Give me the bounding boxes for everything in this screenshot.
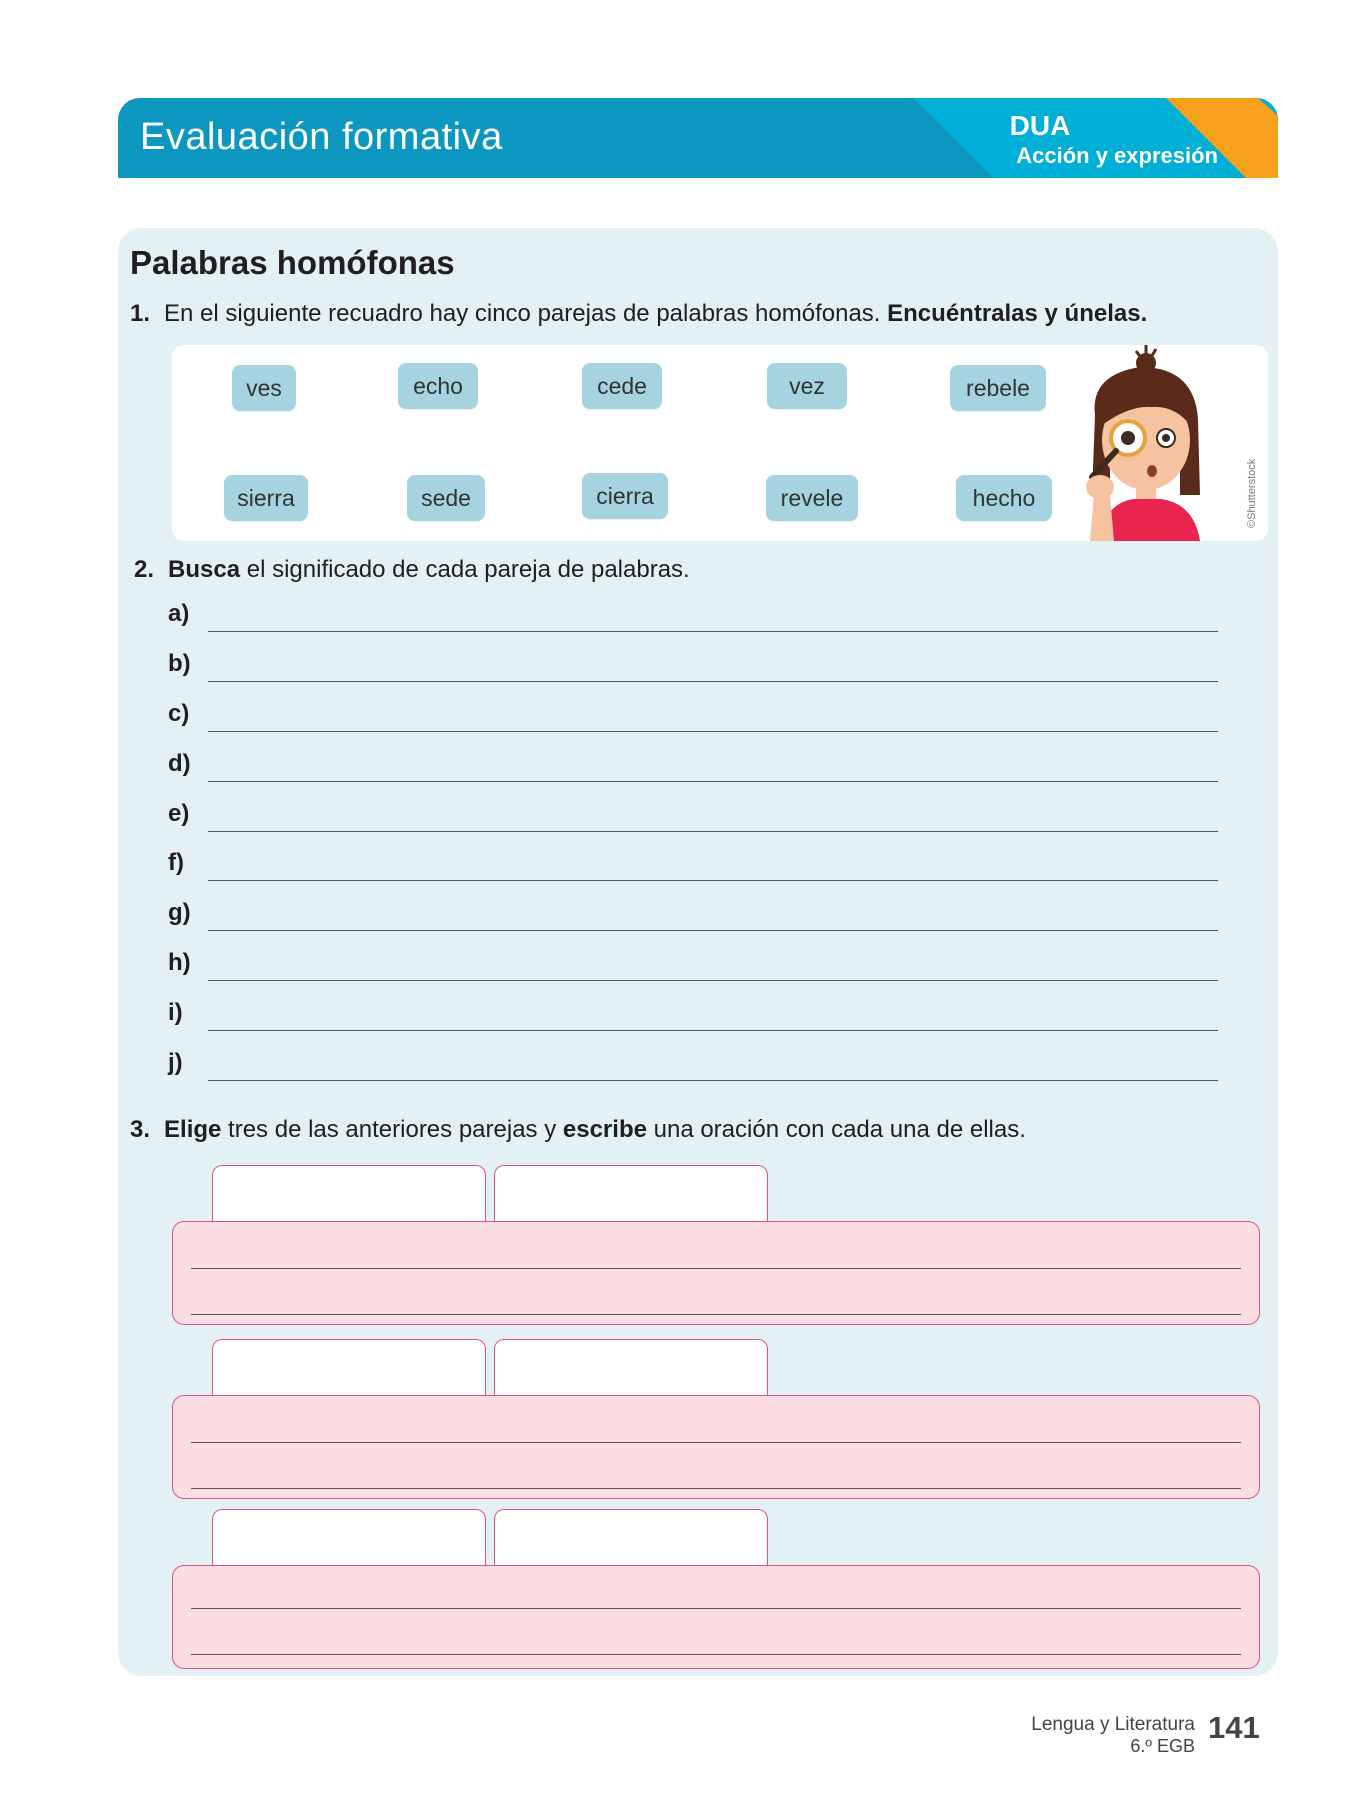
question-3 [130, 1116, 1026, 1144]
answer-row [168, 750, 1218, 790]
question-1-text: En el siguiente recuadro hay cinco parejas de palabras homófonas. [164, 300, 881, 327]
question-3-text-2: una oración con cada una de ellas. [653, 1116, 1026, 1143]
answer-line[interactable] [208, 831, 1218, 832]
answer-row [168, 800, 1218, 840]
dua-subtitle: Acción y expresión [1016, 143, 1218, 168]
answer-letter: a) [168, 600, 190, 627]
writing-line [191, 1268, 1241, 1269]
answer-line[interactable] [208, 631, 1218, 632]
sentence-card [172, 1339, 1262, 1499]
writing-line [191, 1442, 1241, 1443]
question-1-number: 1. [130, 300, 151, 327]
sentence-card [172, 1509, 1262, 1669]
answer-row [168, 600, 1218, 640]
word-chip[interactable]: vez [767, 363, 847, 409]
word-pair-field-2[interactable] [494, 1165, 768, 1222]
word-chip[interactable]: cede [582, 363, 662, 409]
answer-line[interactable] [208, 1030, 1218, 1031]
writing-line [191, 1314, 1241, 1315]
question-2-instruction: Busca [168, 556, 241, 583]
word-chip[interactable]: sede [407, 475, 485, 521]
page-title: Evaluación formativa [140, 116, 503, 158]
word-chip[interactable]: echo [398, 363, 478, 409]
question-2-number: 2. [134, 556, 155, 583]
answer-row [168, 700, 1218, 740]
girl-with-magnifier-illustration [1070, 345, 1220, 541]
answer-line[interactable] [208, 731, 1218, 732]
word-pair-field-2[interactable] [494, 1509, 768, 1566]
answer-letter: j) [168, 1049, 183, 1076]
answer-letter: g) [168, 899, 191, 926]
answer-row [168, 899, 1218, 939]
answer-letter: h) [168, 949, 191, 976]
answer-row [168, 999, 1218, 1039]
dua-label: DUA [1009, 110, 1071, 141]
word-chip[interactable]: sierra [224, 475, 308, 521]
section-title: Palabras homófonas [130, 244, 455, 281]
word-chip[interactable]: ves [232, 365, 296, 411]
answer-line[interactable] [208, 980, 1218, 981]
answer-row [168, 849, 1218, 889]
question-3-text-1: tres de las anteriores parejas y [228, 1116, 557, 1143]
word-pair-field-1[interactable] [212, 1339, 486, 1396]
word-chip[interactable]: revele [766, 475, 858, 521]
answer-letter: f) [168, 849, 184, 876]
page-number: 141 [1208, 1710, 1260, 1745]
question-3-number: 3. [130, 1116, 151, 1143]
word-pair-field-2[interactable] [494, 1339, 768, 1396]
answer-letter: i) [168, 999, 183, 1026]
question-2 [134, 556, 690, 584]
answer-letter: e) [168, 800, 190, 827]
sentence-writing-area[interactable] [172, 1395, 1260, 1499]
question-1-instruction: Encuéntralas y únelas. [887, 300, 1148, 327]
word-chip[interactable]: hecho [956, 475, 1052, 521]
question-2-text: el significado de cada pareja de palabras. [246, 556, 690, 583]
answer-row [168, 650, 1218, 690]
word-chip[interactable]: cierra [582, 473, 668, 519]
writing-line [191, 1608, 1241, 1609]
answer-line[interactable] [208, 681, 1218, 682]
sentence-writing-area[interactable] [172, 1221, 1260, 1325]
question-3-instruction-choose: Elige [164, 1116, 222, 1143]
word-chip[interactable]: rebele [950, 365, 1046, 411]
writing-line [191, 1488, 1241, 1489]
header-banner [118, 98, 1278, 178]
footer-grade: 6.º EGB [1130, 1736, 1195, 1756]
answer-line[interactable] [208, 1080, 1218, 1081]
word-pair-field-1[interactable] [212, 1509, 486, 1566]
sentence-writing-area[interactable] [172, 1565, 1260, 1669]
question-3-instruction-write: escribe [562, 1116, 647, 1143]
writing-line [191, 1654, 1241, 1655]
activity-panel [118, 228, 1278, 1676]
word-pair-field-1[interactable] [212, 1165, 486, 1222]
answer-letter: b) [168, 650, 191, 677]
answer-row [168, 949, 1218, 989]
answer-row [168, 1049, 1218, 1089]
word-box [172, 345, 1268, 541]
answer-line[interactable] [208, 930, 1218, 931]
answer-letter: d) [168, 750, 191, 777]
answer-line[interactable] [208, 781, 1218, 782]
image-credit: ©Shutterstock [1246, 458, 1258, 528]
answer-line[interactable] [208, 880, 1218, 881]
sentence-card [172, 1165, 1262, 1325]
question-1 [130, 300, 1147, 328]
footer-subject: Lengua y Literatura [1031, 1714, 1195, 1735]
answer-letter: c) [168, 700, 190, 727]
